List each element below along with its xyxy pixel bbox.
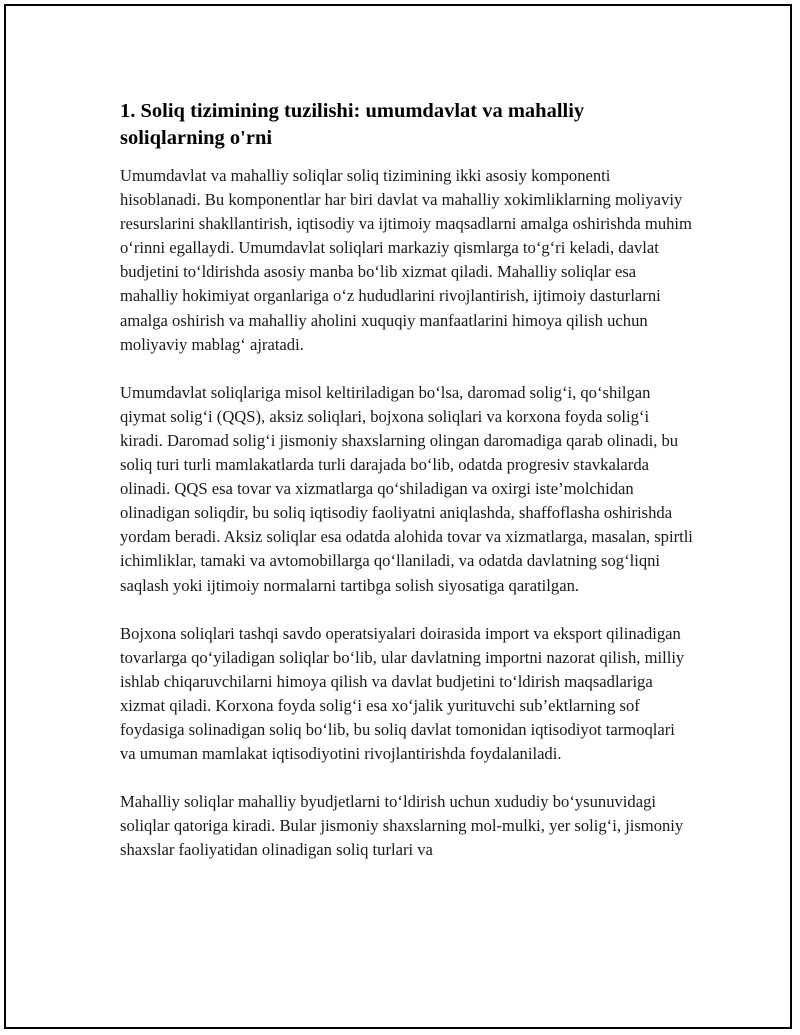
paragraph-3: Bojxona soliqlari tashqi savdo operatsiyalari doirasida import va eksport qilinadigan tovarlarga qo‘yiladigan soliqlar bo‘lib, ular davlatning importni nazorat qilish, milliy ishlab chiqaruvchilarni himoya qilish va davlat budjetini to‘ldirish maqsadlariga xizmat qiladi. Korxona foyda solig‘i esa xo‘jalik yurituvchi sub’ektlarning sof foydasiga solinadigan soliq bo‘lib, bu soliq davlat tomonidan iqtisodiyot tarmoqlari va umuman mamlakat iqtisodiyotini rivojlantirishda foydalaniladi. bbox=[120, 623, 685, 764]
paragraph-2: Umumdavlat soliqlariga misol keltiriladigan bo‘lsa, daromad solig‘i, qo‘shilgan qiymat solig‘i (QQS), aksiz soliqlari, bojxona soliqlari va korxona foyda solig‘i kiradi. Daromad solig‘i jismoniy shaxslarning olingan daromadiga qarab olinadi, bu soliq turi turli mamlakatlarda turli darajada bo‘lib, odatda progresiv stavkalarda olinadi. QQS esa tovar va xizmatlarga qo‘shiladigan va oxirgi iste’molchidan olinadigan soliqdir, bu soliq iqtisodiy faoliyatni aniqlashda, shaffoflasha oshirishda yordam beradi. Aksiz soliqlar esa odatda alohida tovar va xizmatlarga, masalan, spirtli ichimliklar, tamaki va avtomobillarga qo‘llaniladi, va odatda davlatning sog‘liqni saqlash yoki ijtimoiy normalarni tartibga solish siyosatiga qaratilgan. bbox=[120, 382, 693, 595]
document-body bbox=[120, 98, 694, 886]
document-page bbox=[4, 4, 792, 1029]
paragraph-1: Umumdavlat va mahalliy soliqlar soliq tizimining ikki asosiy komponenti hisoblanadi. Bu komponentlar har biri davlat va mahalliy xokimliklarning moliyaviy resurslarini shakllantirish, iqtisodiy va ijtimoiy maqsadlarni amalga oshirishda muhim o‘rinni egallaydi. Umumdavlat soliqlari markaziy qismlarga to‘g‘ri keladi, davlat budjetini to‘ldirishda asosiy manba bo‘lib xizmat qiladi. Mahalliy soliqlar esa mahalliy hokimiyat organlariga o‘z hududlarini rivojlantirish, ijtimoiy dasturlarni amalga oshirish va mahalliy aholini xuquqiy manfaatlarini himoya qilish uchun moliyaviy mablag‘ ajratadi. bbox=[120, 166, 692, 354]
section-heading: 1. Soliq tizimining tuzilishi: umumdavlat va mahalliy soliqlarning o'rni bbox=[120, 100, 585, 149]
paragraph-4: Mahalliy soliqlar mahalliy byudjetlarni to‘ldirish uchun xududiy bo‘ysunuvidagi soliqlar qatoriga kiradi. Bular jismoniy shaxslarning mol-mulki, yer solig‘i, jismoniy shaxslar faoliyatidan olinadigan soliq turlari va bbox=[120, 792, 684, 860]
